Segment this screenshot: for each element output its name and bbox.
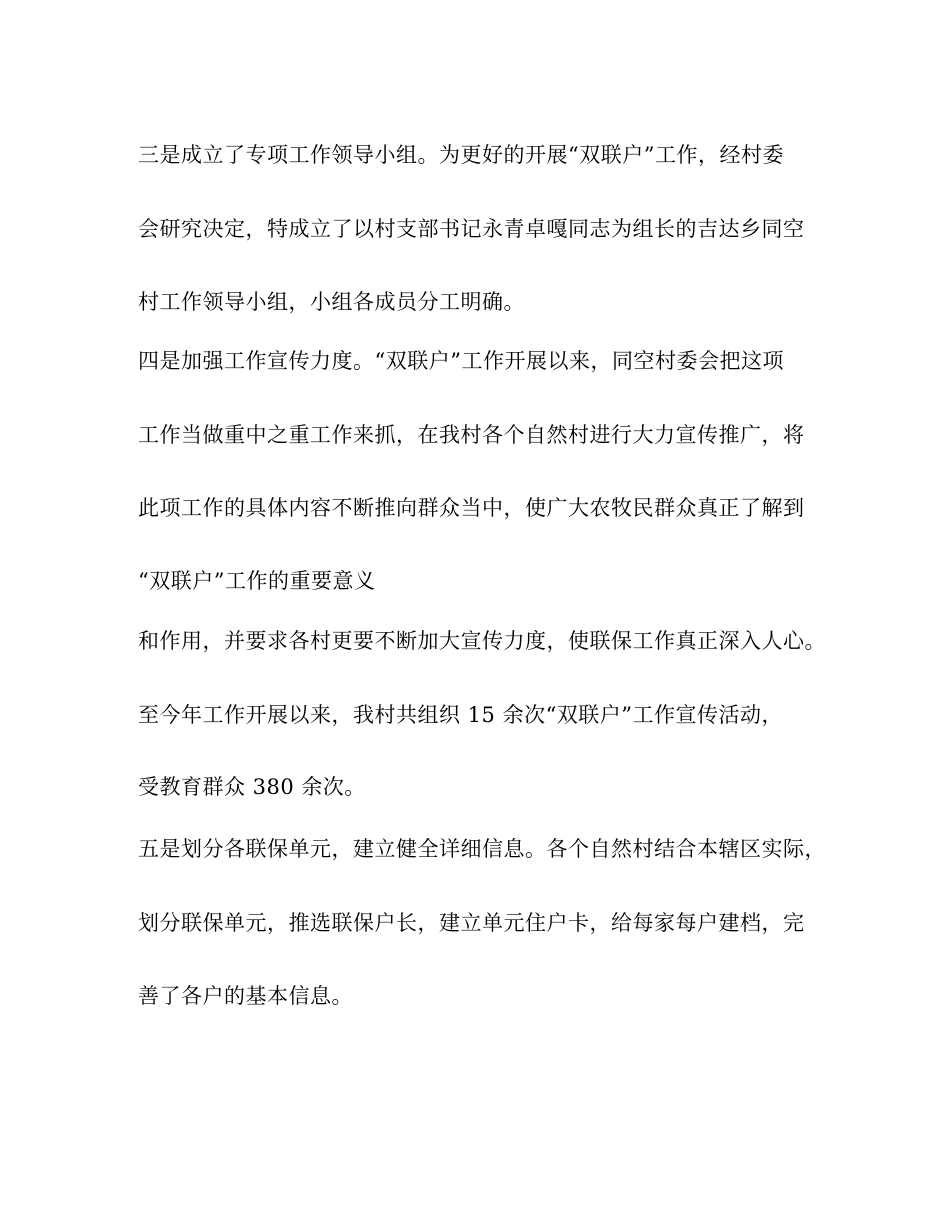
text-line: 此项工作的具体内容不断推向群众当中，使广大农牧民群众真正了解到 [138, 496, 805, 520]
text-line: “双联户”工作的重要意义 [138, 569, 376, 593]
text-line: 村工作领导小组，小组各成员分工明确。 [138, 290, 525, 314]
text-line: 工作当做重中之重工作来抓，在我村各个自然村进行大力宣传推广，将 [138, 423, 805, 447]
text-line: 善了各户的基本信息。 [138, 984, 353, 1008]
text-line: 五是划分各联保单元，建立健全详细信息。各个自然村结合本辖区实际， [138, 837, 826, 861]
text-line: 会研究决定，特成立了以村支部书记永青卓嘎同志为组长的吉达乡同空 [138, 217, 805, 241]
text-line: 划分联保单元，推选联保户长，建立单元住户卡，给每家每户建档，完 [138, 911, 805, 935]
text-line: 三是成立了专项工作领导小组。为更好的开展“双联户”工作，经村委 [138, 143, 784, 167]
text-line: 至今年工作开展以来，我村共组织 15 余次“双联户”工作宣传活动， [138, 703, 784, 727]
text-line: 和作用，并要求各村更要不断加大宣传力度，使联保工作真正深入人心。 [138, 629, 826, 653]
text-line: 四是加强工作宣传力度。“双联户”工作开展以来，同空村委会把这项 [138, 349, 784, 373]
text-line: 受教育群众 380 余次。 [138, 775, 366, 799]
